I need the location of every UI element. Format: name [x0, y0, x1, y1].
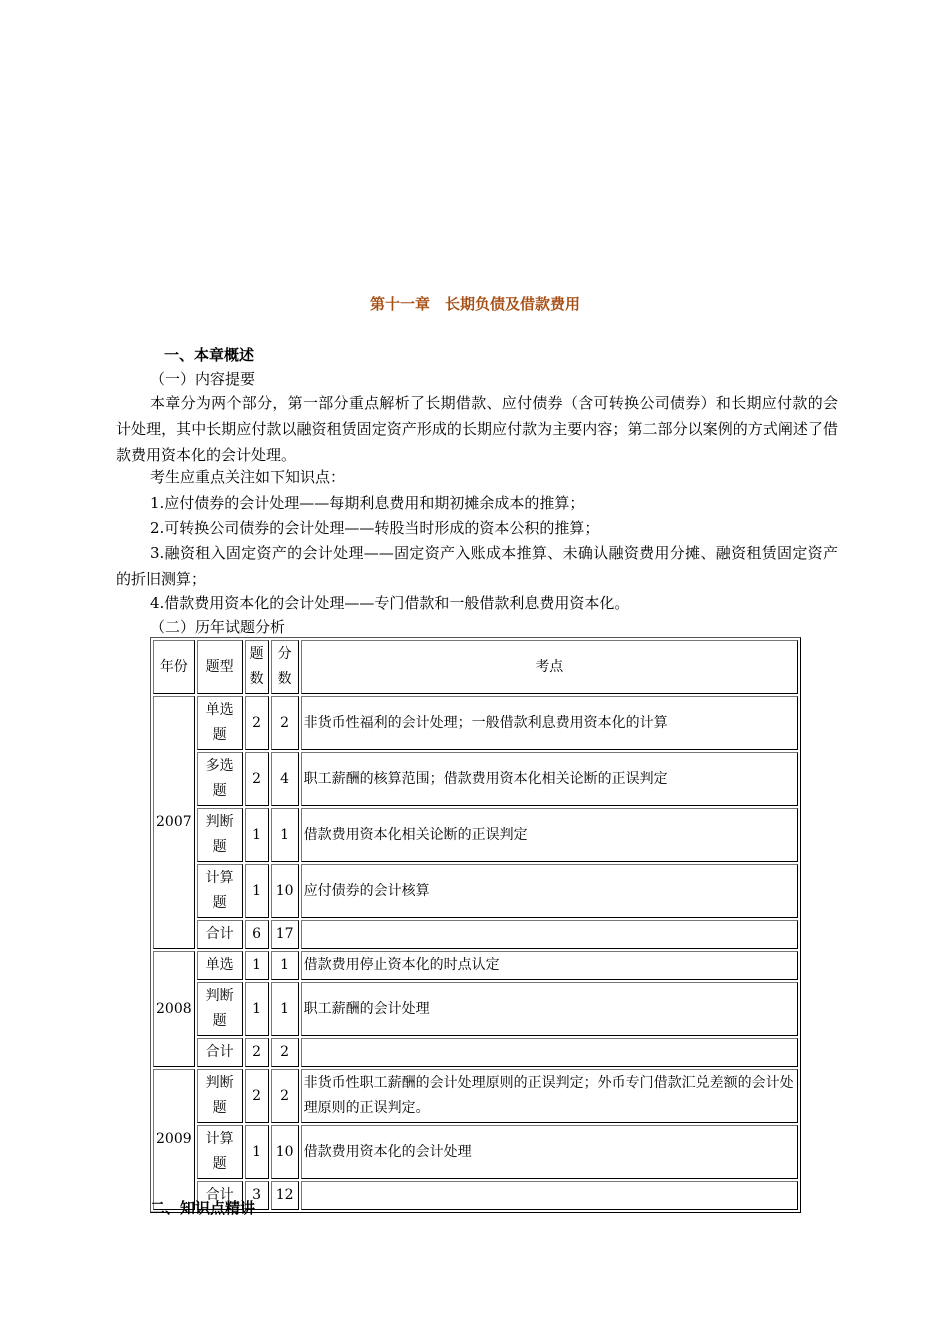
type-cell: 判断题: [197, 1069, 243, 1123]
summary-paragraph: 本章分为两个部分，第一部分重点解析了长期借款、应付债券（含可转换公司债券）和长期应付款的会计处理，其中长期应付款以融资租赁固定资产形成的长期应付款为主要内容；第二部分以案例的方式阐述了借款费用资本化的会计处理。: [116, 394, 838, 464]
type-cell: 多选题: [197, 752, 243, 806]
chapter-title: 第十一章 长期负债及借款费用: [369, 295, 580, 313]
point-cell: 职工薪酬的核算范围；借款费用资本化相关论断的正误判定: [301, 752, 798, 806]
point-cell: 借款费用停止资本化的时点认定: [301, 951, 798, 980]
point-cell: 非货币性福利的会计处理；一般借款利息费用资本化的计算: [301, 696, 798, 750]
score-cell: 2: [271, 696, 299, 750]
year-cell: 2008: [153, 951, 195, 1067]
point-1: 1.应付债券的会计处理——每期利息费用和期初摊余成本的推算；: [150, 494, 585, 512]
header-type: 题型: [197, 640, 243, 694]
score-cell: 12: [271, 1181, 299, 1210]
subheading-exam-analysis: （二）历年试题分析: [150, 618, 286, 636]
score-cell: 10: [271, 1125, 299, 1179]
header-score: 分数: [271, 640, 299, 694]
subheading-content-summary: （一）内容提要: [150, 370, 256, 388]
point-cell: 职工薪酬的会计处理: [301, 982, 798, 1036]
point-4: 4.借款费用资本化的会计处理——专门借款和一般借款利息费用资本化。: [150, 594, 630, 612]
table-row: [153, 920, 798, 949]
table-row: [153, 864, 798, 918]
table-row: [153, 1069, 798, 1123]
score-cell: 2: [271, 1038, 299, 1067]
type-cell: 合计: [197, 1181, 243, 1210]
point-cell: [301, 920, 798, 949]
count-cell: 1: [245, 864, 269, 918]
exam-history-table: [150, 637, 801, 1213]
table-row: [153, 1038, 798, 1067]
score-cell: 10: [271, 864, 299, 918]
type-cell: 单选: [197, 951, 243, 980]
table-row: [153, 808, 798, 862]
table-row: [153, 1125, 798, 1179]
count-cell: 2: [245, 752, 269, 806]
section-2-heading: 二、知识点精讲: [150, 1199, 256, 1217]
table-row: [153, 982, 798, 1036]
type-cell: 合计: [197, 1038, 243, 1067]
type-cell: 判断题: [197, 808, 243, 862]
count-cell: 1: [245, 982, 269, 1036]
type-cell: 合计: [197, 920, 243, 949]
score-cell: 1: [271, 951, 299, 980]
type-cell: 判断题: [197, 982, 243, 1036]
type-cell: 计算题: [197, 864, 243, 918]
table-row: [153, 696, 798, 750]
year-cell: 2009: [153, 1069, 195, 1210]
score-cell: 1: [271, 808, 299, 862]
count-cell: 2: [245, 1069, 269, 1123]
table-row: [153, 752, 798, 806]
score-cell: 1: [271, 982, 299, 1036]
count-cell: 3: [245, 1181, 269, 1210]
table-header-row: [153, 640, 798, 694]
point-cell: 应付债券的会计核算: [301, 864, 798, 918]
score-cell: 17: [271, 920, 299, 949]
header-year: 年份: [153, 640, 195, 694]
count-cell: 2: [245, 696, 269, 750]
count-cell: 1: [245, 808, 269, 862]
type-cell: 计算题: [197, 1125, 243, 1179]
count-cell: 1: [245, 1125, 269, 1179]
year-cell: 2007: [153, 696, 195, 949]
count-cell: 6: [245, 920, 269, 949]
header-point: 考点: [301, 640, 798, 694]
section-1-heading: 一、本章概述: [164, 346, 255, 364]
count-cell: 2: [245, 1038, 269, 1067]
score-cell: 4: [271, 752, 299, 806]
point-cell: [301, 1038, 798, 1067]
point-cell: 借款费用资本化的会计处理: [301, 1125, 798, 1179]
count-cell: 1: [245, 951, 269, 980]
point-cell: 非货币性职工薪酬的会计处理原则的正误判定；外币专门借款汇兑差额的会计处理原则的正误判定。: [301, 1069, 798, 1123]
point-cell: 借款费用资本化相关论断的正误判定: [301, 808, 798, 862]
type-cell: 单选题: [197, 696, 243, 750]
score-cell: 2: [271, 1069, 299, 1123]
header-count: 题数: [245, 640, 269, 694]
point-3: 3.融资租入固定资产的会计处理——固定资产入账成本推算、未确认融资费用分摊、融资租赁固定资产的折旧测算；: [116, 544, 838, 588]
table-row: [153, 951, 798, 980]
point-cell: [301, 1181, 798, 1210]
point-2: 2.可转换公司债券的会计处理——转股当时形成的资本公积的推算；: [150, 519, 600, 537]
focus-intro: 考生应重点关注如下知识点：: [150, 468, 346, 486]
